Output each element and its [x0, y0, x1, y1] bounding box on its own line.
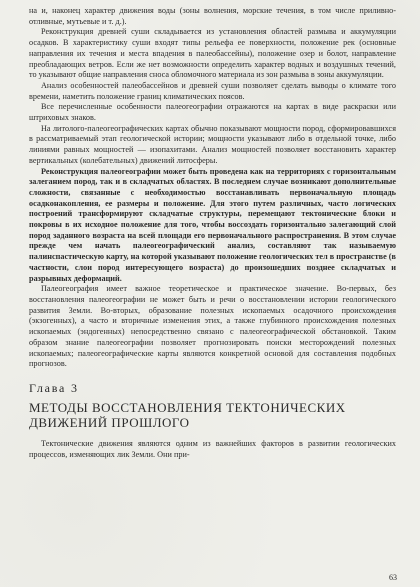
- paragraph-importance: Палеогеография имеет важное теоретическое и практическое значение. Во-первых, без восстановления палеогеографии не может быть и речи о восстановлении истории геологического развития Земли. Во-вторых, образование полезных ископаемых осадочного происхождения (экзогенных), а часто и вторичные изменения этих, а также глубинного происхождения полезных ископаемых (эндогенных) непосредственно связано с палеогеографической обстановкой. Таким образом знание палеогеографии позволяет прогнозировать поиски месторождений полезных ископаемых; палеогеографические карты являются конкретной основой для составления подобных прогнозов.: [29, 284, 396, 369]
- paragraph-land-reconstruction: Реконструкция древней суши складывается из установления областей размыва и аккумуляции осадков. В характеристику суши входят типы рельефа ее поверхности, положение рек (основные направления их течения и места впадения в палеобассейны), положение озер и болот, направление преобладающих ветров. Если же нет возможности определить характер водных и воздушных течений, то указывают общие направления сноса обломочного материала из зон размыва в зоны аккумуляции.: [29, 27, 396, 80]
- paragraph-map-signs: Все перечисленные особенности палеогеографии отражаются на картах в виде раскраски или штриховых знаков.: [29, 102, 396, 123]
- paragraph-thickness: На литолого-палеогеографических картах обычно показывают мощности пород, сформировавшихся в рассматриваемый этап геологической истории; мощности указывают либо в отдельной точке, либо линиями равных мощностей — изопахитами. Анализ мощностей позволяет восстановить характер вертикальных (колебательных) движений литосферы.: [29, 123, 396, 165]
- page-number: 63: [389, 573, 397, 582]
- chapter-label: Глава 3: [29, 380, 79, 395]
- paragraph-continued: на и, наконец характер движения воды (зоны волнения, морские течения, в том числе приливно-отливные, мутьевые и т. д.).: [29, 6, 396, 26]
- chapter-title: МЕТОДЫ ВОССТАНОВЛЕНИЯ ТЕКТОНИЧЕСКИХ ДВИЖЕНИЙ ПРОШЛОГО: [29, 399, 346, 430]
- paragraph-climate: Анализ особенностей палеобассейнов и древней суши позволяет сделать выводы о климате того времени, наметить положение границ климатических поясов.: [29, 80, 396, 101]
- paragraph-folded-areas: Реконструкция палеогеографии может быть проведена как на территориях с горизонтальным залеганием пород, так и в складчатых областях. В последнем случае возникают дополнительные сложности, связанные с необходимостью восстанавливать первоначальную площадь осадконакопления, ее размеры и положение. Для этого путем различных, часто логических построений трансформируют складчатые структуры, перемещают тектонические блоки и покровы в их исходное положение для того, чтобы воссоздать горизонтально залегающий слой пород заданного возраста на всей площади его первоначального распространения. В этом случае прежде чем начать палеогеографический анализ, составляют так называемую палинспастическую карту, на которой указывают положение геологических тел в пространстве (в частности, слои пород интересующего возраста) до произошедших позднее складчатых и разрывных деформаций.: [29, 166, 396, 283]
- paragraph-tectonic-intro: Тектонические движения являются одним из важнейших факторов в развитии геологических процессов, изменяющих лик Земли. Они при-: [29, 438, 396, 459]
